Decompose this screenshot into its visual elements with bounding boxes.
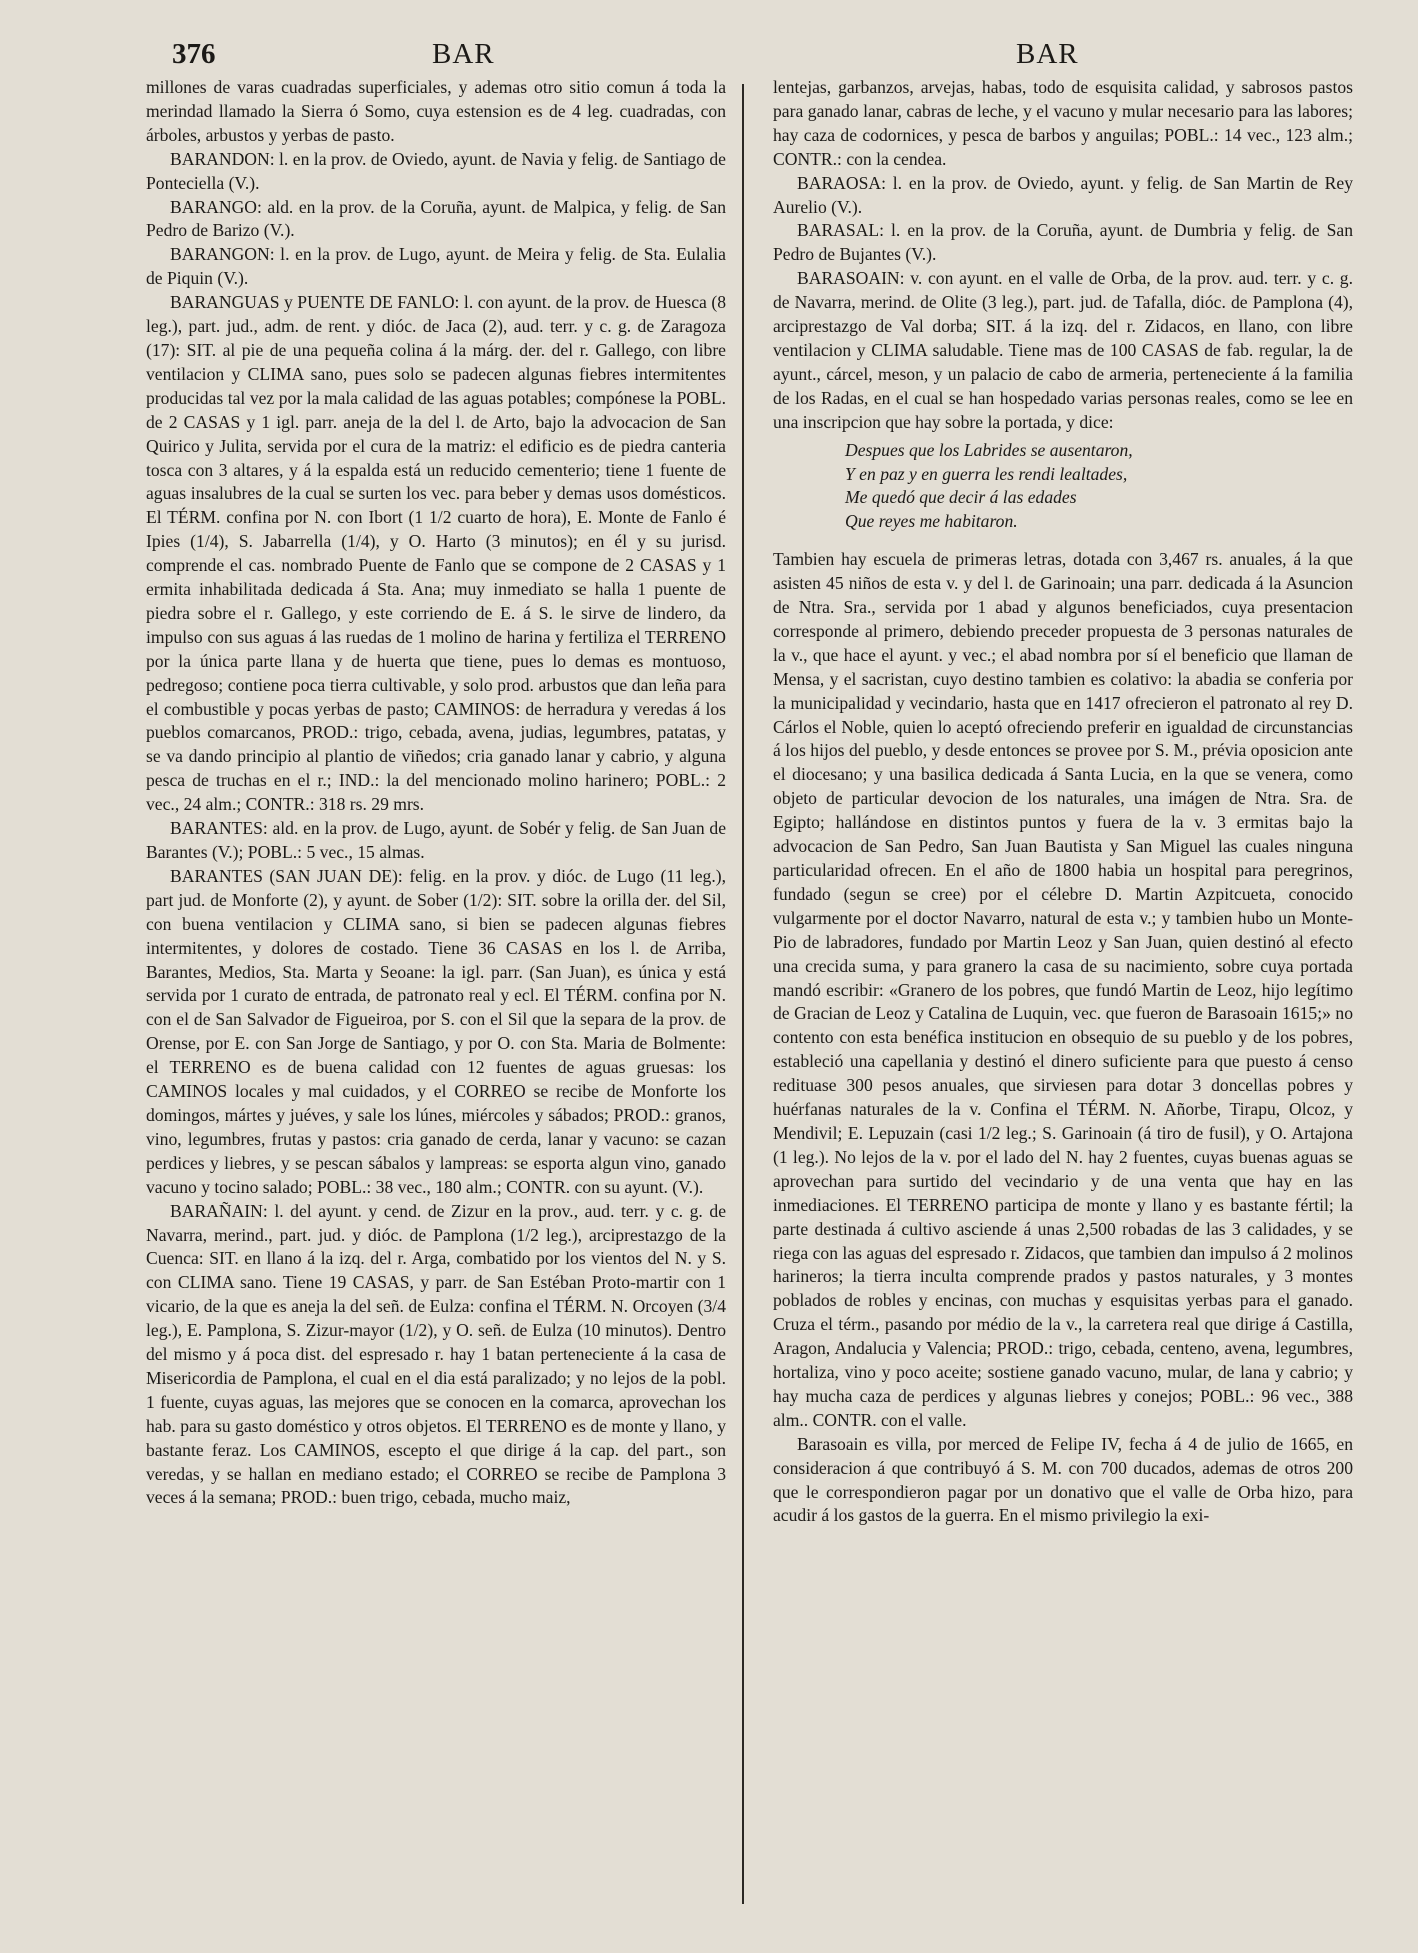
entry-barantes: BARANTES: ald. en la prov. de Lugo, ayunt. de Sobér y felig. de San Juan de Barantes (V.); POBL.: 5 vec., 15 almas. [146,818,726,862]
verse-line: Y en paz y en guerra les rendi lealtades, [845,463,1128,484]
inscription-verse [845,439,1353,535]
barasoain-description: Tambien hay escuela de primeras letras, dotada con 3,467 rs. anuales, á la que asisten 45 niños de esta v. y del l. de Garinoain; una parr. dedicada á la Asuncion de Ntra. Sra., servida por 1 abad y algunos beneficiados, cuya presentacion corresponde al primero, debiendo preceder propuesta de 3 personas naturales de la v., que hace el ayunt. y vec.; el abad nombra por sí el beneficio que llaman de Mensa, y el sacristan, cuyo destino tambien es colativo: la abadia se conferia por la municipalidad y vecindario, hasta que en 1417 ofrecieron el patronato al rey D. Cárlos el Noble, quien lo aceptó ofreciendo preferir en igualdad de circunstancias á los hijos del pueblo, y desde entonces se provee por S. M., prévia oposicion ante el diocesano; y una basilica dedicada á Santa Lucia, en la que se venera, como objeto de particular devocion de los naturales, una imágen de Ntra. Sra. de Egipto; hallándose en distintos puntos y fuera de la v. 3 ermitas bajo la advocacion de San Pedro, San Juan Bautista y San Miguel las cuales ninguna particularidad ofrecen. En el año de 1800 habia un hospital para peregrinos, fundado (segun se cree) por el célebre D. Martin Azpitcueta, conocido vulgarmente por el doctor Navarro, natural de esta v.; y tambien hubo un Monte-Pio de labradores, fundado por Martin Leoz y San Juan, quien destinó al efecto una crecida suma, y para granero la casa de su nacimiento, sobre cuya portada mandó escribir: «Granero de los pobres, que fundó Martin de Leoz, hijo legítimo de Gracian de Leoz y Catalina de Luquin, vec. que fueron de Barasoain 1615;» no contento con esta benéfica institucion en obsequio de su pueblo y de los pobres, estableció una capellania y destinó el dinero suficiente para que puesto á censo redituase 300 pesos anuales, que sirviesen para dotar 3 doncellas pobres y huérfanas naturales de la v. Confina el TÉRM. N. Añorbe, Tirapu, Olcoz, y Mendivil; E. Lepuzain (casi 1/2 leg.; S. Garinoain (á tiro de fusil), y O. Artajona (1 leg.). No lejos de la v. por el lado del N. hay 2 fuentes, cuyas buenas aguas se aprovechan para surtido del vecindario y de una venta que hay en las inmediaciones. El TERRENO participa de monte y llano y es bastante fértil; la parte destinada á cultivo asciende á unas 2,500 robadas de las 3 calidades, y se riega con las aguas del espresado r. Zidacos, que tambien dan impulso á 2 molinos harineros; la tierra inculta comprende prados y pastos naturales, y 3 montes poblados de robles y encinas, con muchas y esquisitas yerbas para el ganado. Cruza el térm., pasando por médio de la v., la carretera real que dirige á Castilla, Aragon, Andalucia y Valencia; PROD.: trigo, cebada, centeno, avena, legumbres, hortaliza, vino y poco aceite; sostiene ganado vacuno, mular, de lana y cabrio; y hay mucha caza de perdices y algunas liebres y conejos; POBL.: 96 vec., 388 alm.. CONTR. con el valle. [773,549,1353,1430]
running-head-left: BAR [432,38,495,70]
entry-continuation: millones de varas cuadradas superficiales, y ademas otro sitio comun á toda la merindad llamado la Sierra ó Somo, cuya estension es de 4 leg. cuadradas, con árboles, arbustos y yerbas de pasto. [146,77,726,145]
verse-line: Me quedó que decir á las edades [845,487,1077,508]
right-column [773,76,1353,1528]
page-number: 376 [172,38,216,70]
left-column [146,76,726,1510]
verse-line: Despues que los Labrides se ausentaron, [845,439,1133,460]
verse-line: Que reyes me habitaron. [845,511,1018,532]
running-head-right: BAR [1016,38,1079,70]
entry-barangon: BARANGON: l. en la prov. de Lugo, ayunt. de Meira y felig. de Sta. Eulalia de Piquin (V.). [146,244,726,289]
entry-barantes-san-juan: BARANTES (SAN JUAN DE): felig. en la prov. y dióc. de Lugo (11 leg.), part jud. de Monforte (2), y ayunt. de Sober (1/2): SIT. sobre la orilla der. del Sil, con buena ventilacion y CLIMA sano, si bien se padecen algunas fiebres intermitentes, y dolores de costado. Tiene 36 CASAS en los l. de Arriba, Barantes, Medios, Sta. Marta y Seoane: la igl. parr. (San Juan), es única y está servida por 1 curato de entrada, de patronato real y ecl. El TÉRM. confina por N. con el de San Salvador de Figueiroa, por S. con el Sil que la separa de la prov. de Orense, por E. con San Jorge de Santiago, y por O. con Sta. Maria de Bolmente: el TERRENO es de buena calidad con 12 fuentes de aguas gruesas: los CAMINOS locales y mal cuidados, y el CORREO se recibe de Monforte los domingos, mártes y juéves, y sale los lúnes, miércoles y sábados; PROD.: granos, vino, legumbres, frutas y pastos: cria ganado de cerda, lanar y vacuno: se cazan perdices y liebres, y se pescan sábalos y lampreas: se esporta algun vino, ganado vacuno y tocino salado; POBL.: 38 vec., 180 alm.; CONTR. con su ayunt. (V.). [146,865,726,1197]
entry-baraosa: BARAOSA: l. en la prov. de Oviedo, ayunt. y felig. de San Martin de Rey Aurelio (V.). [773,172,1353,217]
entry-barango: BARANGO: ald. en la prov. de la Coruña, ayunt. de Malpica, y felig. de San Pedro de Barizo (V.). [146,196,726,241]
barasoain-villa: Barasoain es villa, por merced de Felipe IV, fecha á 4 de julio de 1665, en consideracion á que contribuyó á S. M. con 700 ducados, ademas de otros 200 que le correspondieron pagar por un donativo que el valle de Orba hizo, para acudir á los gastos de la guerra. En el mismo privilegio la exi- [773,1433,1353,1526]
entry-barasal: BARASAL: l. en la prov. de la Coruña, ayunt. de Dumbria y felig. de San Pedro de Bujantes (V.). [773,220,1353,265]
entry-baranguas: BARANGUAS y PUENTE DE FANLO: l. con ayunt. de la prov. de Huesca (8 leg.), part. jud., adm. de rent. y dióc. de Jaca (2), aud. terr. y c. g. de Zaragoza (17): SIT. al pie de una pequeña colina á la márg. der. del r. Gallego, con libre ventilacion y CLIMA sano, pues solo se padecen algunas fiebres intermitentes producidas tal vez por la mala calidad de las aguas potables; compónese la POBL. de 2 CASAS y 1 igl. parr. aneja de la del l. de Arto, bajo la advocacion de San Quirico y Julita, servida por el cura de la matriz: el edificio es de piedra canteria tosca con 3 altares, y á la espalda está un reducido cementerio; tiene 1 fuente de aguas insalubres de la cual se surten los vec. para beber y demas usos domésticos. El TÉRM. confina por N. con Ibort (1 1/2 cuarto de hora), E. Monte de Fanlo é Ipies (1/4), S. Jabarrella (1/4), y O. Harto (3 minutos); en él y su jurisd. comprende el cas. nombrado Puente de Fanlo que se compone de 2 CASAS y 1 ermita inhabilitada dedicada á Sta. Ana; muy inmediato se halla 1 puente de piedra sobre el r. Gallego, y este corriendo de E. á S. le sirve de lindero, da impulso con sus aguas á las ruedas de 1 molino de harina y fertiliza el TERRENO por la única parte llana y de huerta que tiene, pues lo demas es montuoso, pedregoso; contiene poca tierra cultivable, y solo prod. arbustos que dan leña para el combustible y pocas yerbas de pasto; CAMINOS: de herradura y veredas á los pueblos comarcanos, PROD.: trigo, cebada, avena, judias, legumbres, patatas, y se va dando principio al plantio de viñedos; cria ganado lanar y cabrio, y alguna pesca de truchas en el r.; IND.: la del mencionado molino harinero; POBL.: 2 vec., 24 alm.; CONTR.: 318 rs. 29 mrs. [146,292,726,815]
entry-barasoain: BARASOAIN: v. con ayunt. en el valle de Orba, de la prov. aud. terr. y c. g. de Navarra, merind. de Olite (3 leg.), part. jud. de Tafalla, dióc. de Pamplona (4), arciprestazgo de Val dorba; SIT. á la izq. del r. Zidacos, en llano, con libre ventilacion y CLIMA saludable. Tiene mas de 100 CASAS de fab. regular, la de ayunt., cárcel, meson, y un palacio de cabo de armeria, perteneciente á la familia de los Radas, en el cual se han hospedado varias personas reales, como se lee en una inscripcion que hay sobre la portada, y dice: [773,268,1353,432]
page-header [0,38,1418,78]
entry-barandon: BARANDON: l. en la prov. de Oviedo, ayunt. de Navia y felig. de Santiago de Ponteciella (V.). [146,148,726,193]
column-divider [742,84,744,1904]
entry-baranain: BARAÑAIN: l. del ayunt. y cend. de Zizur en la prov., aud. terr. y c. g. de Navarra, merind., part. jud. y dióc. de Pamplona (1/2 leg.), arciprestazgo de la Cuenca: SIT. en llano á la izq. del r. Arga, combatido por los vientos del N. y S. con CLIMA sano. Tiene 19 CASAS, y parr. de San Estéban Proto-martir con 1 vicario, de la que es aneja la del señ. de Eulza: confina el TÉRM. N. Orcoyen (3/4 leg.), E. Pamplona, S. Zizur-mayor (1/2), y O. señ. de Eulza (10 minutos). Dentro del mismo y á poca dist. del espresado r. hay 1 batan perteneciente á la casa de Misericordia de Pamplona, el cual en el dia está paralizado; y no lejos de la pobl. 1 fuente, cuyas aguas, las mejores que se conocen en la comarca, aprovechan los hab. para su gasto doméstico y otros objetos. El TERRENO es de monte y llano, y bastante feraz. Los CAMINOS, escepto el que dirige á la cap. del part., son veredas, y se hallan en mediano estado; el CORREO se recibe de Pamplona 3 veces á la semana; PROD.: buen trigo, cebada, mucho maiz, [146,1200,726,1508]
entry-continuation-right: lentejas, garbanzos, arvejas, habas, todo de esquisita calidad, y sabrosos pastos para ganado lanar, cabras de leche, y el vacuno y mular necesario para las labores; hay caza de codornices, y pesca de barbos y anguilas; POBL.: 14 vec., 123 alm.; CONTR.: con la cendea. [773,77,1353,169]
